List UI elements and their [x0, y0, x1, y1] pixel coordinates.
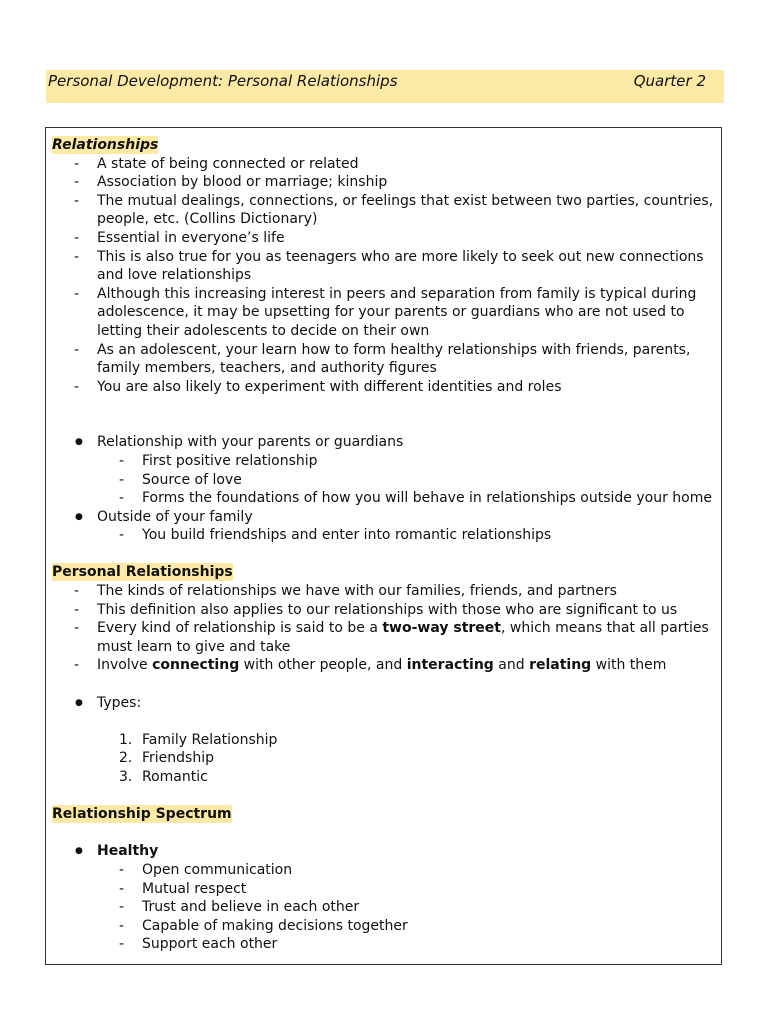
- relationship-contexts: [52, 433, 715, 452]
- header-bar: [46, 70, 724, 103]
- outside-family-sublist: [52, 526, 715, 545]
- list-item: 2. Friendship: [119, 750, 214, 767]
- list-item: - As an adolescent, your learn how to form healthy relationships with friends, parents, family members, teachers, and authority figures: [52, 341, 715, 378]
- list-item: - Mutual respect: [52, 880, 715, 899]
- list-item: - Capable of making decisions together: [52, 917, 715, 936]
- list-item: - First positive relationship: [52, 452, 715, 471]
- list-item: - You are also likely to experiment with different identities and roles: [52, 378, 715, 397]
- list-item: - This definition also applies to our relationships with those who are significant to us: [52, 601, 715, 620]
- list-item: - Open communication: [52, 861, 715, 880]
- bullet-item-healthy: ● Healthy: [52, 842, 715, 861]
- types-list: [52, 731, 715, 787]
- page-title: Personal Development: Personal Relationships: [48, 72, 398, 90]
- list-item: - Essential in everyone’s life: [52, 229, 715, 248]
- list-item: - Support each other: [52, 935, 715, 954]
- section-heading-relationship-spectrum: Relationship Spectrum: [52, 806, 232, 823]
- section-heading-relationships: Relationships: [52, 137, 159, 153]
- bullet-item-types: ● Types:: [52, 694, 715, 713]
- list-item: - Forms the foundations of how you will behave in relationships outside your home: [52, 489, 715, 508]
- list-item: - A state of being connected or related: [52, 155, 715, 174]
- list-item: - The mutual dealings, connections, or feelings that exist between two parties, countries, people, etc. (Collins Dictionary): [52, 192, 715, 229]
- list-item: 1. Family Relationship: [119, 731, 278, 748]
- bullet-item-outside-family: ● Outside of your family: [52, 508, 715, 527]
- content-box: [45, 127, 722, 965]
- relationships-list: [52, 155, 715, 397]
- personal-relationships-list: [52, 582, 715, 675]
- list-item: 3. Romantic: [119, 769, 208, 785]
- list-item: - Involve connecting with other people, and interacting and relating with them: [52, 656, 715, 675]
- list-item: - Although this increasing interest in peers and separation from family is typical during adolescence, it may be upsetting for your parents or guardians who are not used to letting their adolescents to decide on their own: [52, 285, 715, 341]
- list-item: - Source of love: [52, 471, 715, 490]
- list-item: - The kinds of relationships we have with our families, friends, and partners: [52, 582, 715, 601]
- section-heading-personal-relationships: Personal Relationships: [52, 564, 233, 581]
- list-item: - Association by blood or marriage; kinship: [52, 173, 715, 192]
- parents-sublist: [52, 452, 715, 508]
- list-item: - This is also true for you as teenagers who are more likely to seek out new connections and love relationships: [52, 248, 715, 285]
- list-item: - Trust and believe in each other: [52, 898, 715, 917]
- list-item: - Every kind of relationship is said to be a two-way street, which means that all parties must learn to give and take: [52, 619, 715, 656]
- quarter-label: Quarter 2: [633, 72, 706, 90]
- list-item: - You build friendships and enter into romantic relationships: [52, 526, 715, 545]
- bullet-item-parents: ● Relationship with your parents or guardians: [52, 433, 715, 452]
- healthy-sublist: [52, 861, 715, 954]
